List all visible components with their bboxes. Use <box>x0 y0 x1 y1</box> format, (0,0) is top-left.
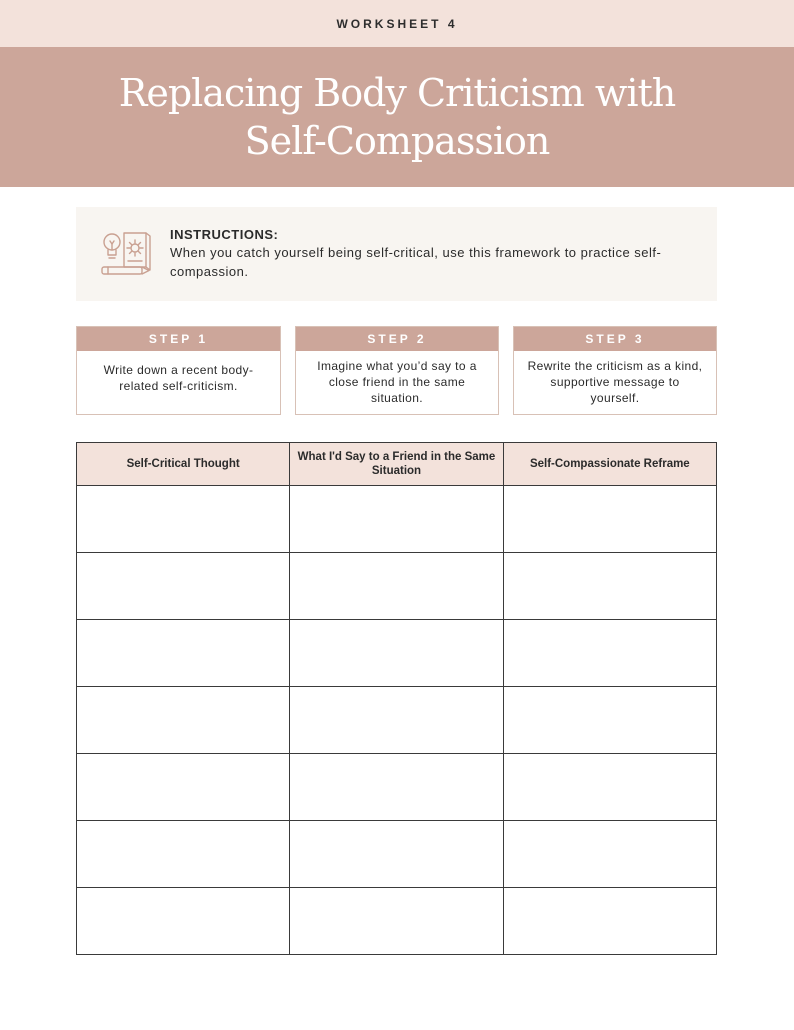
table-cell[interactable] <box>503 888 716 955</box>
reframe-table <box>76 442 717 955</box>
column-header-self-compassionate-reframe: Self-Compassionate Reframe <box>503 443 716 486</box>
table-cell[interactable] <box>290 754 503 821</box>
table-row <box>77 486 717 553</box>
table-cell[interactable] <box>503 754 716 821</box>
column-header-friend-response: What I'd Say to a Friend in the Same Situation <box>290 443 503 486</box>
table-cell[interactable] <box>503 821 716 888</box>
table-row <box>77 888 717 955</box>
table-cell[interactable] <box>77 486 290 553</box>
title-banner <box>0 47 794 187</box>
title-line-2: Self-Compassion <box>244 119 550 163</box>
page-title <box>87 69 707 165</box>
table-row <box>77 821 717 888</box>
worksheet-label: WORKSHEET 4 <box>336 16 458 31</box>
instructions-text: When you catch yourself being self-critical, use this framework to practice self-compassion. <box>170 245 662 279</box>
table-cell[interactable] <box>77 553 290 620</box>
table-cell[interactable] <box>290 888 503 955</box>
title-line-1: Replacing Body Criticism with <box>118 71 676 115</box>
top-bar <box>0 0 794 47</box>
table-cell[interactable] <box>290 821 503 888</box>
table-row <box>77 687 717 754</box>
table-cell[interactable] <box>503 553 716 620</box>
step-1-label: STEP 1 <box>77 327 280 351</box>
table-body <box>77 486 717 955</box>
step-2-label: STEP 2 <box>296 327 498 351</box>
table-cell[interactable] <box>77 888 290 955</box>
step-3-text: Rewrite the criticism as a kind, supportive message to yourself. <box>527 359 703 405</box>
table-cell[interactable] <box>290 553 503 620</box>
table-cell[interactable] <box>503 620 716 687</box>
table-row <box>77 553 717 620</box>
table-cell[interactable] <box>77 821 290 888</box>
step-card-1 <box>76 326 281 415</box>
table-cell[interactable] <box>290 620 503 687</box>
table-cell[interactable] <box>503 486 716 553</box>
step-1-text: Write down a recent body-related self-criticism. <box>103 363 254 393</box>
step-2-text: Imagine what you’d say to a close friend in the same situation. <box>317 359 477 405</box>
step-3-label: STEP 3 <box>514 327 716 351</box>
table-cell[interactable] <box>77 687 290 754</box>
table-cell[interactable] <box>290 486 503 553</box>
table-cell[interactable] <box>77 754 290 821</box>
instructions-panel <box>76 207 717 301</box>
step-card-3 <box>513 326 717 415</box>
column-header-self-critical-thought: Self-Critical Thought <box>77 443 290 486</box>
step-card-2 <box>295 326 499 415</box>
table-cell[interactable] <box>290 687 503 754</box>
lightbulb-gear-book-icon <box>98 227 154 281</box>
table-cell[interactable] <box>77 620 290 687</box>
table-row <box>77 620 717 687</box>
table-header-row <box>77 443 717 486</box>
table-cell[interactable] <box>503 687 716 754</box>
table-row <box>77 754 717 821</box>
instructions-heading: INSTRUCTIONS: <box>170 227 279 242</box>
